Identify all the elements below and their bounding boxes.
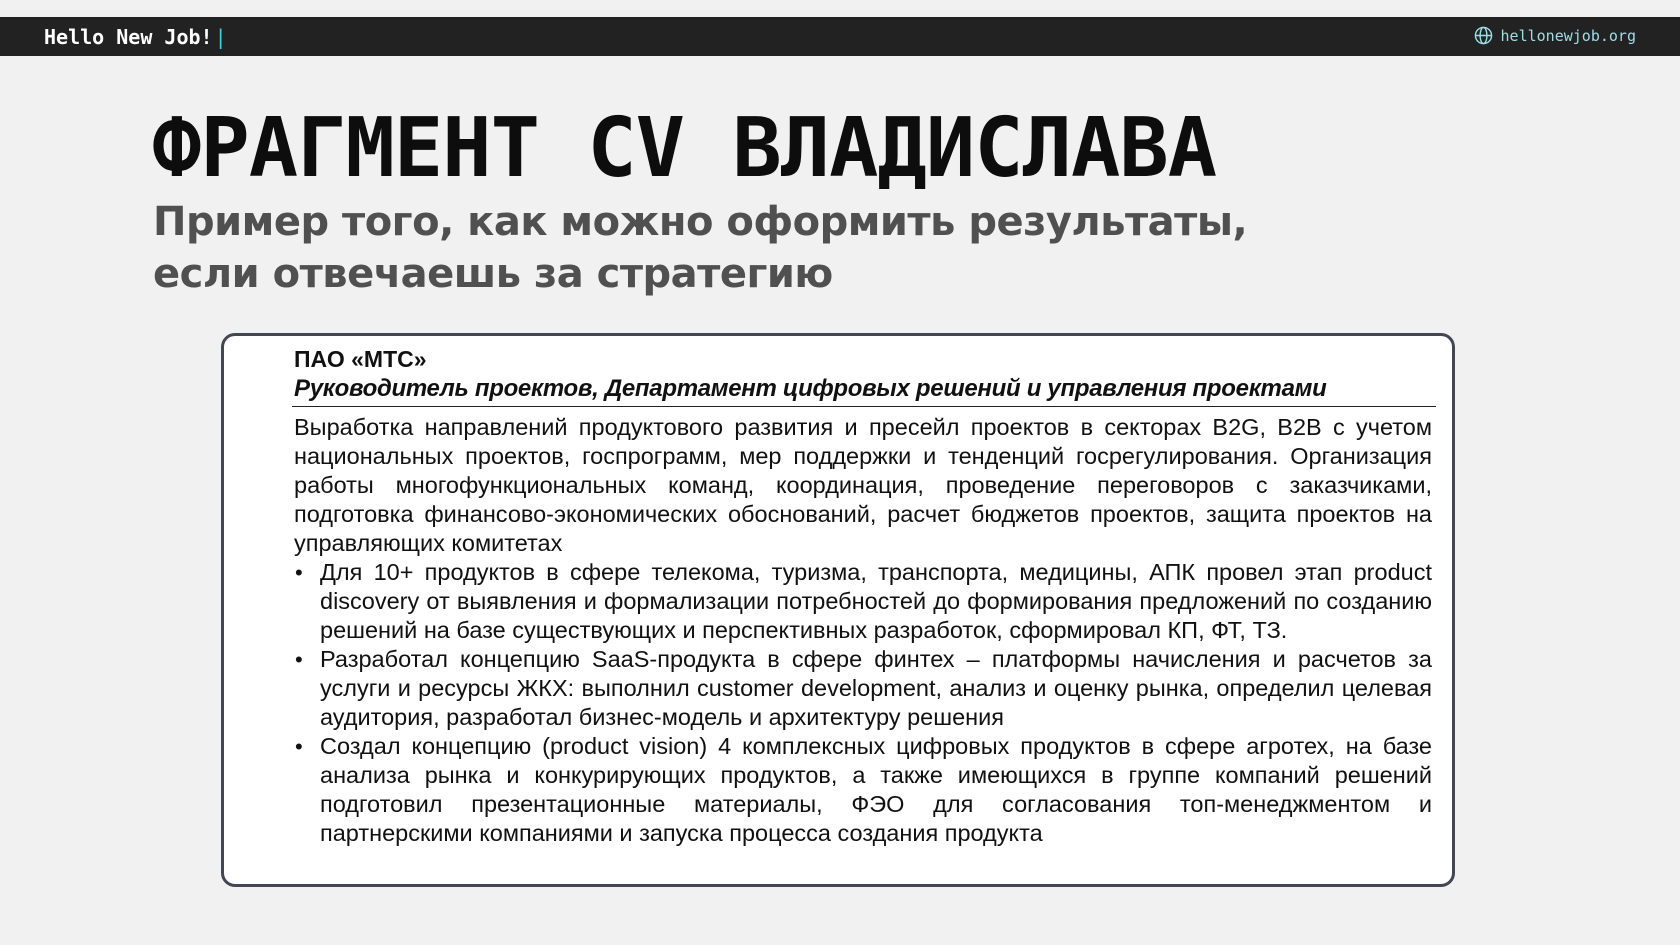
subtitle-line-2: если отвечаешь за стратегию [153,251,833,297]
globe-icon [1474,26,1493,45]
bullet-icon: • [295,560,303,585]
brand-logo[interactable] [44,25,227,49]
achievement-text: Для 10+ продуктов в сфере телекома, туризма, транспорта, медицины, АПК провел этап product discovery от выявления и формализации потребностей до формирования предложений по созданию решений на базе существующих и перспективных разработок, сформировал КП, ФТ, ТЗ. [320,559,1432,643]
subtitle-line-1: Пример того, как можно оформить результаты, [153,199,1248,245]
bullet-icon: • [295,647,303,672]
cv-document [292,344,1436,848]
site-url: hellonewjob.org [1500,26,1636,45]
top-bar [0,17,1680,56]
brand-cursor: | [214,25,227,49]
achievement-item [292,732,1436,848]
cv-description: Выработка направлений продуктового развития и пресейл проектов в секторах B2G, B2B с учетом национальных проектов, госпрограмм, мер поддержки и тенденций госрегулирования. Организация работы многофункциональных команд, координация, проведение переговоров с заказчиками, подготовка финансово-экономических обоснований, расчет бюджетов проектов, защита проектов на управляющих комитетах [294,414,1432,556]
slide-title: ФРАГМЕНТ CV ВЛАДИСЛАВА [152,101,1217,196]
achievement-item [292,645,1436,732]
achievement-item [292,558,1436,645]
cv-company: ПАО «МТС» [294,346,427,372]
site-link[interactable] [1474,26,1636,45]
cv-position: Руководитель проектов, Департамент цифровых решений и управления проектами [292,374,1436,407]
cv-achievements-list [292,558,1436,848]
cv-fragment-card [221,333,1455,887]
brand-name: Hello New Job! [44,25,213,49]
achievement-text: Разработал концепцию SaaS-продукта в сфере финтех – платформы начисления и расчетов за услуги и ресурсы ЖКХ: выполнил customer development, анализ и оценку рынка, определил целевая аудитория, разработал бизнес-модель и архитектуру решения [320,646,1432,730]
slide-subtitle [153,196,1453,300]
bullet-icon: • [295,734,303,759]
achievement-text: Создал концепцию (product vision) 4 комплексных цифровых продуктов в сфере агротех, на базе анализа рынка и конкурирующих продуктов, а также имеющихся в группе компаний решений подготовил презентационные материалы, ФЭО для согласования топ-менеджментом и партнерскими компаниями и запуска процесса создания продукта [320,733,1432,846]
